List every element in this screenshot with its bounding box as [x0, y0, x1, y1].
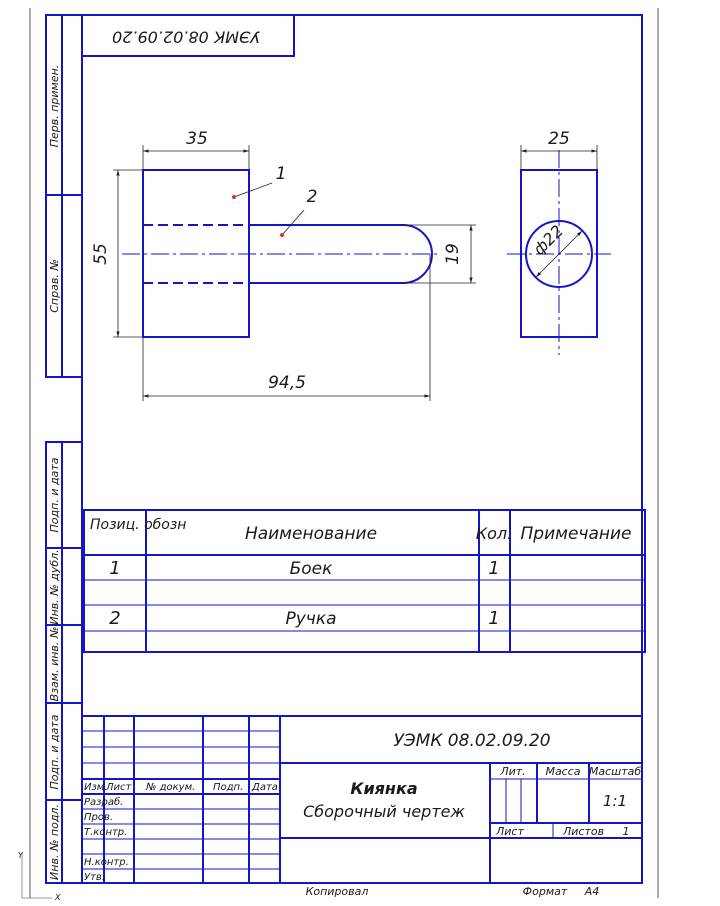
spec-header-pos-text: Позиц. обозн	[90, 517, 187, 533]
col-list: Лист	[106, 782, 132, 793]
dimension-94-5-value: 94,5	[268, 373, 306, 393]
footer-copied: Копировал	[305, 885, 369, 898]
title-block	[82, 716, 642, 883]
title-block-code: УЭМК 08.02.09.20	[393, 731, 551, 751]
dimension-35-value: 35	[186, 129, 208, 149]
axis-y-label: Y	[18, 851, 23, 860]
spec-row-3-pos: 2	[109, 608, 121, 629]
label-vzam-inv-no: Взам. инв. №	[48, 626, 61, 702]
leader-label-1: 1	[275, 164, 287, 184]
label-masshtab: Масштаб	[588, 765, 642, 778]
col-podp: Подп.	[213, 782, 244, 793]
dimension-19-value: 19	[443, 243, 463, 265]
dimension-55-value: 55	[91, 243, 111, 265]
col-izm: Изм.	[84, 782, 108, 793]
drawing-code-rotated: УЭМК 08.02.09.20	[112, 27, 260, 47]
row-utv: Утв.	[84, 872, 105, 883]
front-view	[122, 170, 440, 337]
spec-row-3-qty: 1	[488, 608, 500, 629]
col-data: Дата	[252, 782, 278, 793]
col-dokum: № докум.	[146, 782, 196, 793]
row-razrab: Разраб.	[84, 797, 124, 808]
scale-value: 1:1	[602, 792, 628, 810]
spec-row-1-qty: 1	[488, 558, 500, 579]
label-list: Лист	[496, 825, 524, 838]
leader-line-2	[282, 210, 304, 235]
label-podp-data-bottom: Подп. и дата	[48, 714, 61, 790]
dimension-94-5	[143, 254, 430, 401]
dimension-25-value: 25	[548, 129, 570, 149]
spec-row-1-pos: 1	[109, 558, 121, 579]
dimension-35	[143, 129, 249, 170]
leader-dot-2	[280, 233, 284, 237]
label-sprav-no: Справ. №	[48, 259, 61, 313]
side-view	[507, 150, 611, 355]
axis-x-label: X	[55, 893, 61, 902]
row-prov: Пров.	[84, 812, 114, 823]
label-perv-primen: Перв. примен.	[48, 64, 61, 148]
label-inv-no-dubl: Инв. № дубл.	[48, 549, 61, 625]
row-tkontr: Т.контр.	[84, 827, 128, 838]
spec-row-3-name: Ручка	[285, 609, 337, 629]
spec-header-name: Наименование	[244, 524, 378, 544]
spec-row-1-name: Боек	[289, 559, 333, 579]
row-nkontr: Н.контр.	[84, 857, 129, 868]
label-massa: Масса	[545, 765, 581, 778]
label-inv-no-podl: Инв. № подл.	[48, 804, 61, 880]
leader-dot-1	[232, 195, 236, 199]
label-podp-data-top: Подп. и дата	[48, 457, 61, 533]
leader-label-2: 2	[306, 187, 318, 207]
leader-line-1	[234, 183, 272, 197]
footer-format-label: Формат	[522, 885, 568, 898]
label-lit: Лит.	[500, 765, 526, 778]
spec-header-pos	[90, 517, 186, 533]
spec-header-qty: Кол.	[475, 524, 513, 543]
spec-header-note: Примечание	[520, 524, 632, 544]
title-block-title: Киянка	[350, 779, 418, 798]
dimension-dia-22-value: ф22	[529, 221, 567, 259]
label-listov: Листов	[563, 825, 605, 838]
footer-format-value: А4	[584, 885, 600, 898]
listov-value: 1	[622, 825, 630, 838]
title-block-subtitle: Сборочный чертеж	[303, 802, 465, 821]
